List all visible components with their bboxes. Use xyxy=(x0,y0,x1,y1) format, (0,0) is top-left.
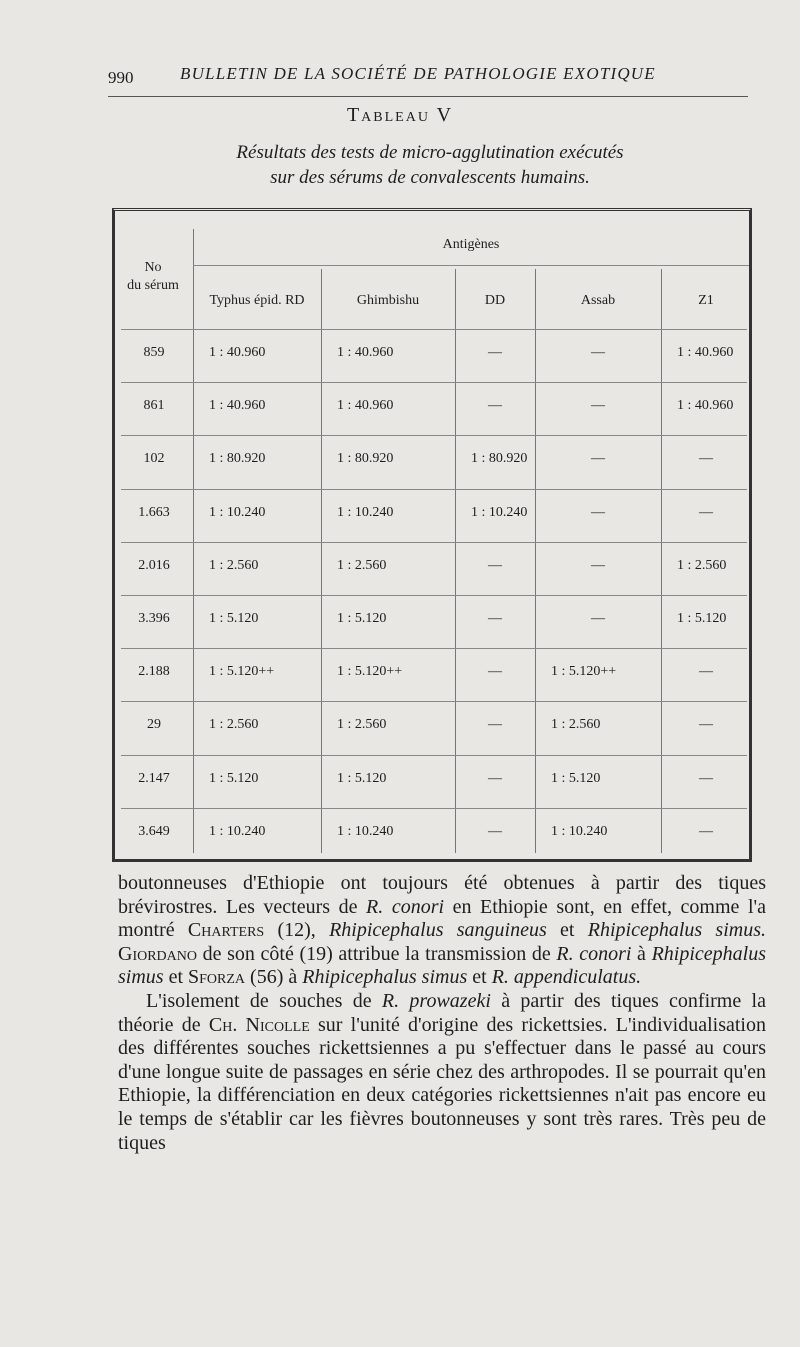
titer-cell: 1 : 80.920 xyxy=(337,451,394,467)
titer-cell: 1 : 5.120 xyxy=(337,611,387,626)
species-name: Rhipicephalus simus xyxy=(302,966,468,989)
column-divider xyxy=(321,269,322,853)
titer-cell: — xyxy=(699,664,713,680)
header-divider xyxy=(193,265,749,266)
text-span: sur l'unité d'origine des rickettsies. L'individualisation des différentes souches rickettsiennes a pu s'effectuer dans le passé au cours d'une longue suite de passages en série chez des arthropodes. Il se pourrait qu'en Ethiopie, la différenciation en deux catégories rickettsiennes n'ait pas encore eu le temps de s'établir car les fièvres boutonneuses y sont très rares. Très peu de tiques xyxy=(118,1013,766,1154)
titer-cell: — xyxy=(488,717,502,733)
column-header-z1: Z1 xyxy=(698,293,714,308)
titer-cell: 1 : 5.120++ xyxy=(337,664,403,680)
row-header-line-2: du sérum xyxy=(127,278,179,293)
table-caption-line-1: Résultats des tests de micro-agglutination exécutés xyxy=(236,142,624,163)
row-divider xyxy=(121,808,747,809)
titer-cell: 1 : 40.960 xyxy=(677,398,734,414)
species-name: R. conori xyxy=(556,942,632,965)
titer-cell: 1 : 2.560 xyxy=(551,717,601,733)
serum-number: 861 xyxy=(143,398,165,414)
row-divider xyxy=(121,329,747,330)
text-span: et xyxy=(467,966,492,989)
text-span: boutonneuses d'Ethiopie ont toujours été obtenues à partir des tiques brévirostres. Les vecteurs de xyxy=(118,872,766,918)
row-header-line-1: No xyxy=(144,260,162,275)
species-name: R. prowazeki xyxy=(381,989,491,1012)
titer-cell: 1 : 10.240 xyxy=(209,504,266,520)
titer-cell: 1 : 5.120 xyxy=(209,770,259,786)
titer-cell: 1 : 5.120++ xyxy=(209,664,275,680)
running-header xyxy=(108,60,748,97)
serum-number: 2.147 xyxy=(138,770,170,786)
row-divider xyxy=(121,382,747,383)
titer-cell: — xyxy=(699,770,713,786)
titer-cell: — xyxy=(488,770,502,786)
titer-cell: 1 : 40.960 xyxy=(337,398,394,414)
row-divider xyxy=(121,435,747,436)
row-divider xyxy=(121,755,747,756)
titer-cell: 1 : 40.960 xyxy=(337,345,394,360)
author-name: Charters xyxy=(187,919,265,942)
body-text xyxy=(118,872,766,1155)
titer-cell: — xyxy=(488,398,502,414)
titer-cell: — xyxy=(488,611,502,626)
titer-cell: 1 : 10.240 xyxy=(337,823,394,839)
serum-number: 102 xyxy=(143,451,165,467)
row-header xyxy=(117,259,189,295)
titer-cell: 1 : 2.560 xyxy=(337,557,387,573)
column-divider xyxy=(661,269,662,853)
titer-cell: 1 : 5.120 xyxy=(209,611,259,626)
titer-cell: 1 : 2.560 xyxy=(209,717,259,733)
titer-cell: — xyxy=(591,611,605,626)
titer-cell: 1 : 10.240 xyxy=(471,504,528,520)
row-divider xyxy=(121,489,747,490)
species-name: R. appendiculatus. xyxy=(491,966,642,989)
species-name: Rhipicephalus sanguineus xyxy=(329,919,547,942)
species-name: R. conori xyxy=(366,895,445,918)
titer-cell: 1 : 10.240 xyxy=(209,823,266,839)
titer-cell: 1 : 10.240 xyxy=(551,823,608,839)
titer-cell: 1 : 2.560 xyxy=(677,557,727,573)
page-number: 990 xyxy=(108,68,134,87)
column-header-ghimbishu: Ghimbishu xyxy=(356,293,420,308)
table-caption-line-2: sur des sérums de convalescents humains. xyxy=(270,167,590,188)
titer-cell: — xyxy=(488,345,502,360)
serum-number: 3.649 xyxy=(138,823,170,839)
text-span: à partir des tiques confirme la théorie de xyxy=(118,989,766,1036)
serum-number: 2.188 xyxy=(138,664,170,680)
row-divider xyxy=(121,648,747,649)
titer-cell: 1 : 10.240 xyxy=(337,504,394,520)
row-divider xyxy=(121,701,747,702)
serum-number: 2.016 xyxy=(138,557,170,573)
titer-cell: 1 : 40.960 xyxy=(209,398,266,414)
titer-cell: — xyxy=(591,345,605,360)
titer-cell: — xyxy=(488,557,502,573)
text-span: en Ethiopie sont, en effet, comme l'a montré xyxy=(118,895,766,942)
text-span: (12), xyxy=(264,919,330,942)
titer-cell: — xyxy=(699,451,713,467)
row-divider xyxy=(121,542,747,543)
text-span: de son côté (19) attribue la transmission de xyxy=(197,942,557,965)
titer-cell: 1 : 5.120++ xyxy=(551,664,617,680)
text-span: à xyxy=(631,942,652,965)
species-name: Rhipicephalus simus xyxy=(118,942,766,989)
titer-cell: — xyxy=(591,398,605,414)
journal-title: BULLETIN DE LA SOCIÉTÉ DE PATHOLOGIE EXOTIQUE xyxy=(180,64,656,83)
titer-cell: 1 : 40.960 xyxy=(209,345,266,360)
serum-number: 3.396 xyxy=(138,611,170,626)
titer-cell: 1 : 5.120 xyxy=(551,770,601,786)
paragraph-1 xyxy=(118,872,766,990)
author-name: Giordano xyxy=(118,942,197,965)
titer-cell: — xyxy=(699,504,713,520)
titer-cell: 1 : 2.560 xyxy=(337,717,387,733)
serum-number: 859 xyxy=(143,345,165,360)
paragraph-2 xyxy=(118,990,766,1155)
titer-cell: — xyxy=(591,557,605,573)
column-header-assab: Assab xyxy=(580,293,616,308)
titer-cell: 1 : 40.960 xyxy=(677,345,734,360)
titer-cell: — xyxy=(591,451,605,467)
species-name: Rhipicephalus simus. xyxy=(587,919,766,942)
table-title: Tableau V xyxy=(346,104,454,126)
text-span: et xyxy=(546,919,588,942)
author-name: Ch. Nicolle xyxy=(208,1013,310,1036)
text-span: et xyxy=(163,966,189,989)
author-name: Sforza xyxy=(188,966,246,989)
titer-cell: — xyxy=(699,823,713,839)
text-span: L'isolement de souches de xyxy=(146,989,382,1012)
row-divider xyxy=(121,595,747,596)
titer-cell: 1 : 2.560 xyxy=(209,557,259,573)
serum-number: 1.663 xyxy=(138,504,170,520)
titer-cell: 1 : 80.920 xyxy=(209,451,266,467)
titer-cell: 1 : 80.920 xyxy=(471,451,528,467)
antigens-group-header: Antigènes xyxy=(442,237,500,252)
titer-cell: — xyxy=(591,504,605,520)
serum-number: 29 xyxy=(147,717,161,733)
titer-cell: 1 : 5.120 xyxy=(337,770,387,786)
titer-cell: — xyxy=(488,823,502,839)
text-span: (56) à xyxy=(245,966,303,989)
titer-cell: 1 : 5.120 xyxy=(677,611,727,626)
titer-cell: — xyxy=(699,717,713,733)
titer-cell: — xyxy=(488,664,502,680)
column-header-typhus: Typhus épid. RD xyxy=(209,293,305,308)
results-table xyxy=(112,208,752,862)
column-header-dd: DD xyxy=(484,293,506,308)
table-caption xyxy=(150,140,710,190)
